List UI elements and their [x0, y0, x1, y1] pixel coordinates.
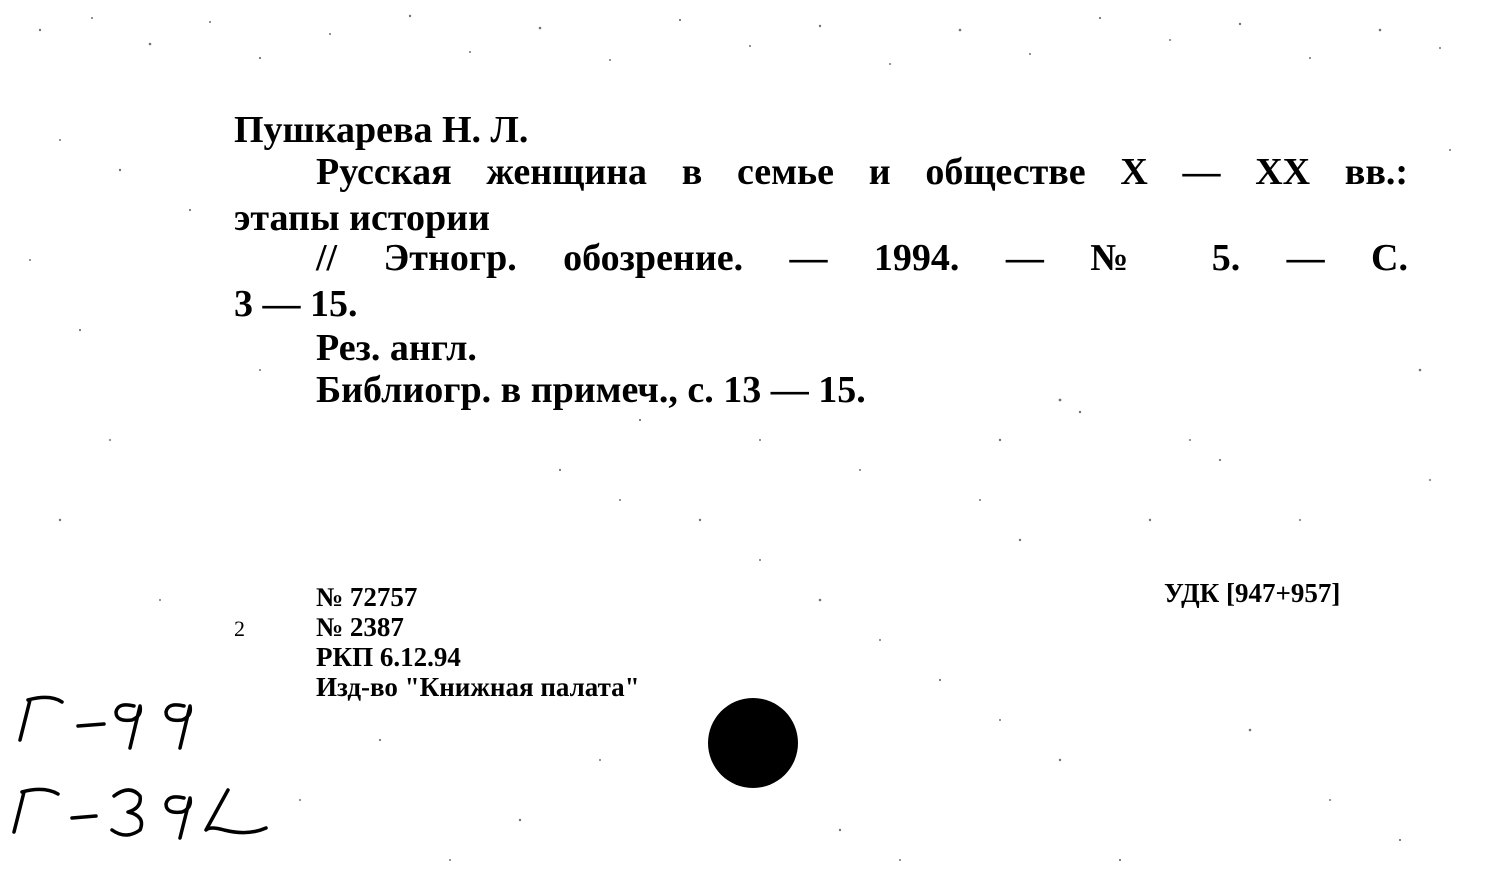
second-number: № 2387 — [316, 612, 404, 642]
title-line-1: Русская женщина в семье и обществе X — XX вв.: — [316, 151, 1408, 193]
handwritten-shelf-marks — [0, 680, 300, 860]
bibliography-note: Библиогр. в примеч., с. 13 — 15. — [316, 369, 866, 411]
summary-note: Рез. англ. — [316, 327, 477, 369]
punch-hole — [708, 698, 798, 788]
rkp-date: РКП 6.12.94 — [316, 642, 461, 672]
source-line-2: 3 — 15. — [234, 283, 358, 325]
card-number: № 72757 — [316, 582, 418, 612]
author-name: Пушкарева Н. Л. — [234, 109, 529, 151]
udk-code: УДК [947+957] — [1164, 578, 1341, 608]
card-index: 2 — [234, 616, 245, 641]
title-line-2: этапы истории — [234, 197, 490, 239]
publisher: Изд-во "Книжная палата" — [316, 672, 640, 702]
source-line-1: // Этногр. обозрение. — 1994. — № 5. — С. — [316, 237, 1408, 279]
